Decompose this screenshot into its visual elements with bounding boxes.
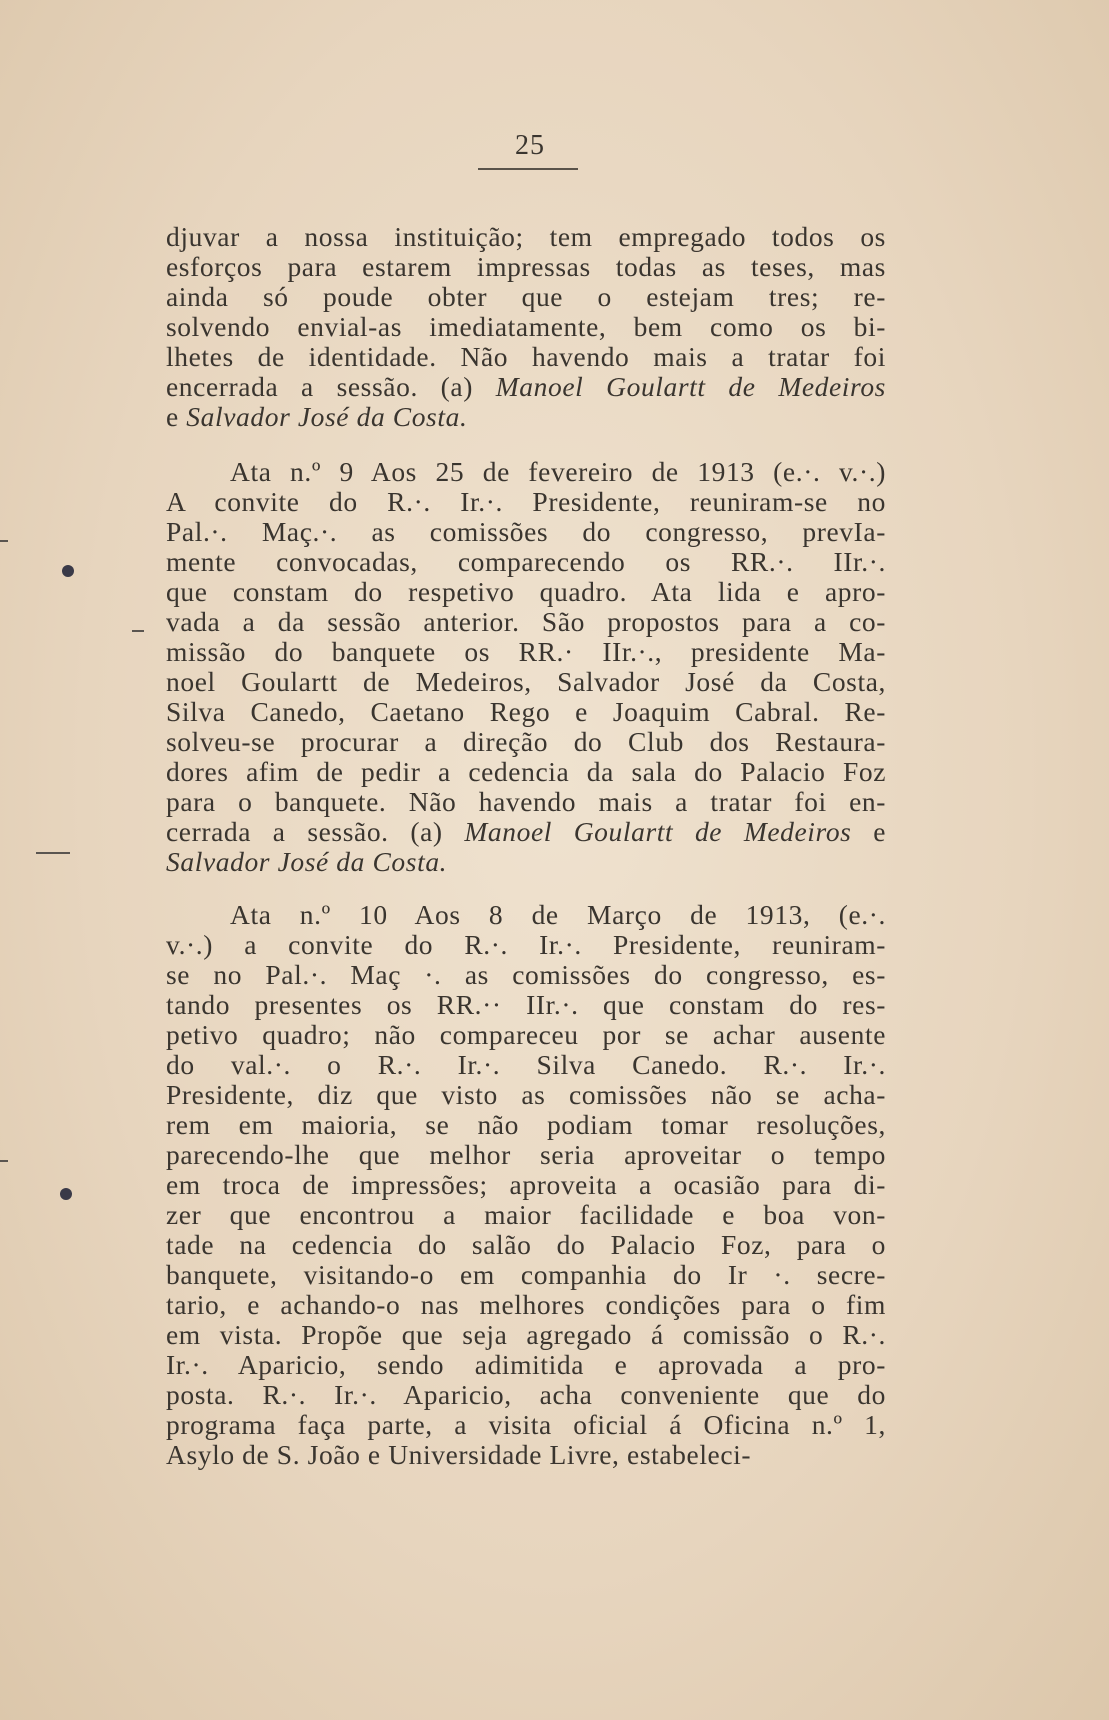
text-line [166,637,886,667]
text-run: Ata n.º 10 Aos 8 de Março de 1913, (e.·. [230,899,886,930]
text-line [166,517,886,547]
text-run: para o banquete. Não havendo mais a tratar foi en- [166,786,886,817]
margin-dash-mark [132,630,144,632]
signature-text: Salvador José da Costa. [166,846,448,877]
text-line [166,312,886,342]
text-run: mente convocadas, comparecendo os RR.·. IIr.·. [166,546,886,577]
text-line [166,1140,886,1170]
text-line [166,1380,886,1410]
text-line [166,1320,886,1350]
signature-text: Salvador José da Costa. [186,401,468,432]
text-line [166,900,886,930]
text-run: Presidente, diz que visto as comissões não se acha- [166,1079,886,1110]
text-run: Ir.·. Aparicio, sendo adimitida e aprovada a pro- [166,1349,886,1380]
text-line [166,1410,886,1440]
text-run: Pal.·. Maç.·. as comissões do congresso, prevIa- [166,516,886,547]
text-run: lhetes de identidade. Não havendo mais a tratar foi [166,341,886,372]
text-run: v.·.) a convite do R.·. Ir.·. Presidente, reuniram- [166,929,886,960]
text-run: djuvar a nossa instituição; tem empregado todos os [166,221,886,252]
text-line [166,1050,886,1080]
text-line [166,282,886,312]
margin-hole-mark [60,1188,72,1200]
text-run: tando presentes os RR.·· IIr.·. que constam do res- [166,989,886,1020]
text-line [166,1020,886,1050]
text-run: missão do banquete os RR.· IIr.·., presidente Ma- [166,636,886,667]
text-run: tario, e achando-o nas melhores condições para o fim [166,1289,886,1320]
text-run: tade na cedencia do salão do Palacio Foz, para o [166,1229,886,1260]
text-run: dores afim de pedir a cedencia da sala do Palacio Foz [166,756,886,787]
text-line [166,222,886,252]
text-line [166,487,886,517]
text-line [166,342,886,372]
text-line [166,667,886,697]
text-run: do val.·. o R.·. Ir.·. Silva Canedo. R.·. Ir.·. [166,1049,886,1080]
text-line [166,547,886,577]
margin-dash-mark [0,1160,8,1162]
margin-dash-mark [36,852,70,854]
text-line [166,1440,886,1470]
text-run: programa faça parte, a visita oficial á Oficina n.º 1, [166,1409,886,1440]
text-run: noel Goulartt de Medeiros, Salvador José da Costa, [166,666,886,697]
signature-text: Manoel Goulartt de Medeiros [495,371,886,402]
text-run: A convite do R.·. Ir.·. Presidente, reuniram-se no [166,486,886,517]
text-line [166,1230,886,1260]
paragraph-1 [166,222,886,432]
text-run: Ata n.º 9 Aos 25 de fevereiro de 1913 (e.·. v.·.) [230,456,886,487]
text-line [166,1200,886,1230]
page-number: 25 [515,130,545,161]
text-run: rem em maioria, se não podiam tomar resoluções, [166,1109,886,1140]
text-line [166,787,886,817]
text-run: e [851,816,886,847]
margin-dash-mark [0,540,8,542]
paragraph-2-ata-9 [166,457,886,877]
text-run: parecendo-lhe que melhor seria aproveitar o tempo [166,1139,886,1170]
text-line [166,577,886,607]
text-line [166,372,886,402]
page-number-rule [478,168,578,170]
text-run: Asylo de S. João e Universidade Livre, estabeleci- [166,1439,752,1470]
text-run: zer que encontrou a maior facilidade e boa von- [166,1199,886,1230]
text-run: ainda só poude obter que o estejam tres; re- [166,281,886,312]
text-line [166,1110,886,1140]
text-run: banquete, visitando-o em companhia do Ir ·. secre- [166,1259,886,1290]
text-run: esforços para estarem impressas todas as teses, mas [166,251,886,282]
text-line [166,1260,886,1290]
text-line [166,847,886,877]
text-run: vada a da sessão anterior. São propostos para a co- [166,606,886,637]
text-run: em vista. Propõe que seja agregado á comissão o R.·. [166,1319,886,1350]
text-run: que constam do respetivo quadro. Ata lida e apro- [166,576,886,607]
text-run: solvendo envial-as imediatamente, bem como os bi- [166,311,886,342]
text-line [166,1290,886,1320]
signature-text: Manoel Goulartt de Medeiros [464,816,852,847]
text-line [166,1170,886,1200]
paragraph-3-ata-10 [166,900,886,1470]
text-line [166,960,886,990]
text-run: solveu-se procurar a direção do Club dos Restaura- [166,726,886,757]
text-run: cerrada a sessão. (a) [166,816,465,847]
text-line [166,1080,886,1110]
text-run: e [166,401,187,432]
text-run: petivo quadro; não compareceu por se achar ausente [166,1019,886,1050]
text-line [166,930,886,960]
text-line [166,607,886,637]
text-line [166,697,886,727]
text-line [166,457,886,487]
text-line [166,990,886,1020]
margin-hole-mark [62,565,74,577]
text-line [166,402,886,432]
text-run: em troca de impressões; aproveita a ocasião para di- [166,1169,886,1200]
text-run: encerrada a sessão. (a) [166,371,496,402]
text-line [166,727,886,757]
text-line [166,817,886,847]
text-line [166,757,886,787]
text-run: Silva Canedo, Caetano Rego e Joaquim Cabral. Re- [166,696,886,727]
text-run: se no Pal.·. Maç ·. as comissões do congresso, es- [166,959,886,990]
text-run: posta. R.·. Ir.·. Aparicio, acha conveniente que do [166,1379,886,1410]
text-line [166,1350,886,1380]
text-line [166,252,886,282]
